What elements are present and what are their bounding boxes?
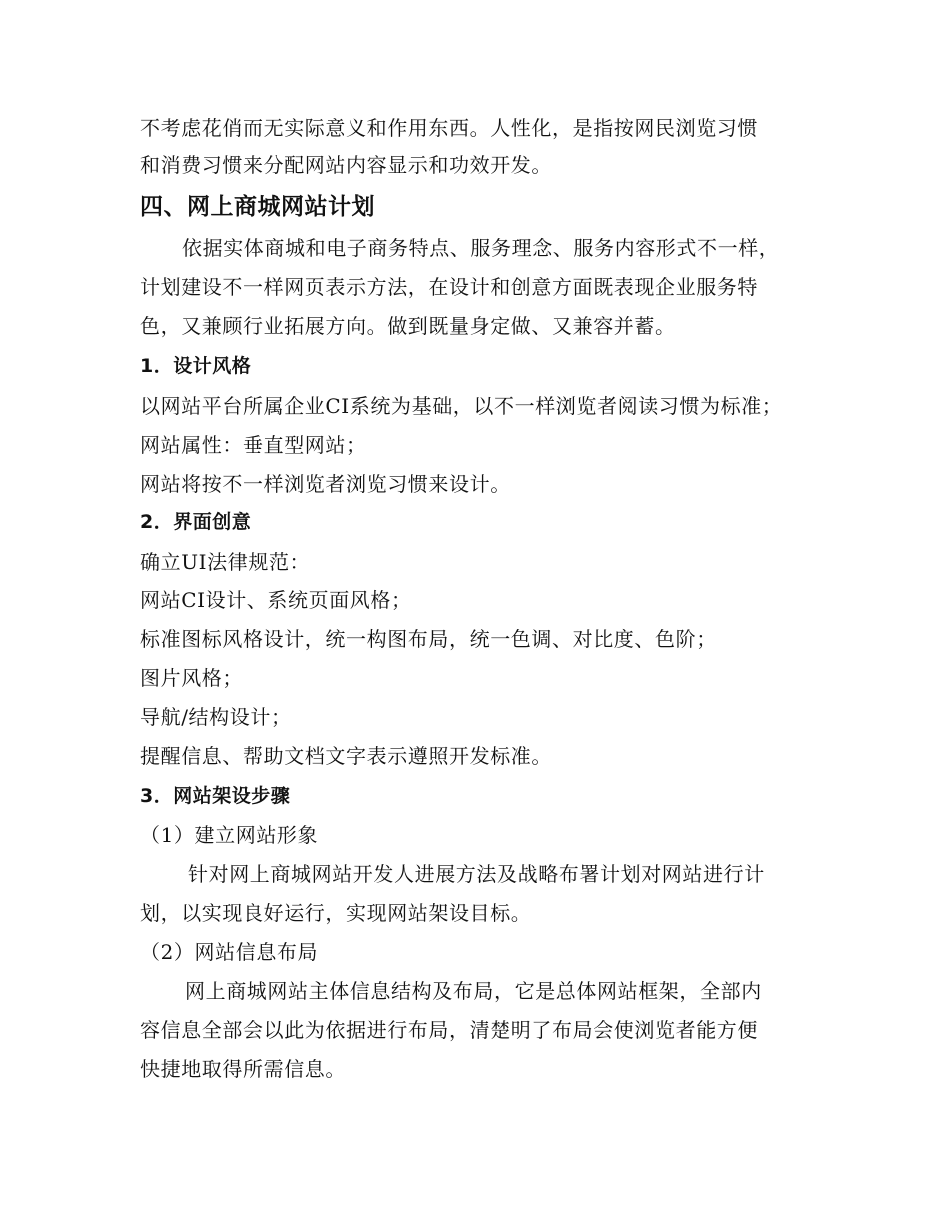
subsection-heading: 3．网站架设步骤 bbox=[140, 785, 291, 807]
text-line: 网站将按不一样浏览者浏览习惯来设计。 bbox=[140, 472, 511, 496]
text-line: 提醒信息、帮助文档文字表示遵照开发标准。 bbox=[140, 744, 552, 768]
text-line: 确立UI法律规范： bbox=[140, 550, 311, 574]
subitem-title: （2）网站信息布局 bbox=[140, 940, 319, 964]
paragraph-line: 容信息全部会以此为依据进行布局，清楚明了布局会使浏览者能方便 bbox=[140, 1018, 758, 1042]
text-line: 标准图标风格设计，统一构图布局，统一色调、对比度、色阶； bbox=[140, 627, 717, 651]
paragraph-line: 色，又兼顾行业拓展方向。做到既量身定做、又兼容并蓄。 bbox=[140, 314, 676, 338]
paragraph-line: 依据实体商城和电子商务特点、服务理念、服务内容形式不一样， bbox=[182, 236, 780, 260]
intro-line-2: 和消费习惯来分配网站内容显示和功效开发。 bbox=[140, 153, 552, 177]
text-line: 导航/结构设计； bbox=[140, 705, 292, 729]
subsection-heading: 2．界面创意 bbox=[140, 511, 252, 533]
text-line: 网站CI设计、系统页面风格； bbox=[140, 588, 412, 612]
text-line: 网站属性：垂直型网站； bbox=[140, 433, 367, 457]
section-heading: 四、网上商城网站计划 bbox=[140, 194, 375, 220]
paragraph-line: 划，以实现良好运行，实现网站架设目标。 bbox=[140, 901, 532, 925]
paragraph-line: 针对网上商城网站开发人进展方法及战略布署计划对网站进行计 bbox=[188, 862, 765, 886]
subitem-title: （1）建立网站形象 bbox=[140, 823, 319, 847]
paragraph-line: 快捷地取得所需信息。 bbox=[140, 1057, 346, 1081]
paragraph-line: 网上商城网站主体信息结构及布局，它是总体网站框架，全部内 bbox=[185, 979, 762, 1003]
text-line: 图片风格； bbox=[140, 666, 243, 690]
text-line: 以网站平台所属企业CI系统为基础，以不一样浏览者阅读习惯为标准； bbox=[140, 394, 783, 418]
subsection-heading: 1．设计风格 bbox=[140, 355, 252, 377]
intro-line-1: 不考虑花俏而无实际意义和作用东西。人性化，是指按网民浏览习惯 bbox=[140, 116, 758, 140]
paragraph-line: 计划建设不一样网页表示方法，在设计和创意方面既表现企业服务特 bbox=[140, 275, 758, 299]
